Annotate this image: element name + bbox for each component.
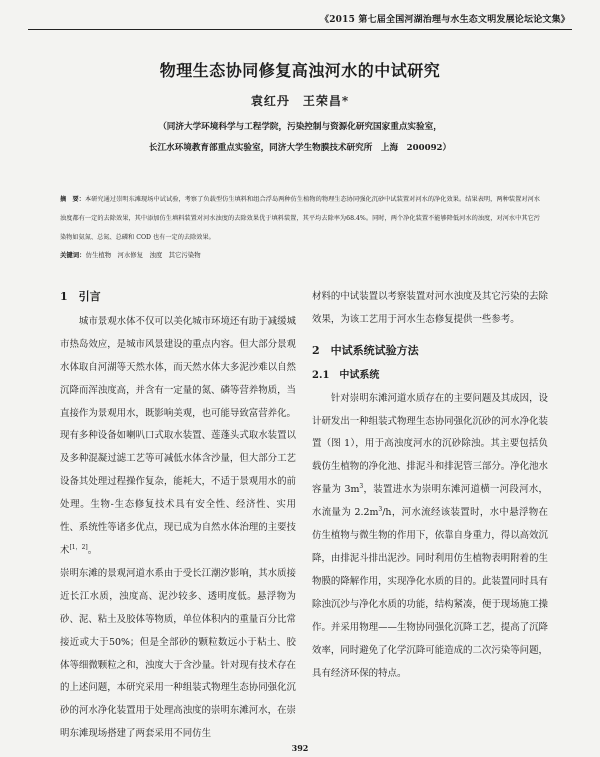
paper-title: 物理生态协同修复高浊河水的中试研究 [159, 61, 441, 80]
intro-paragraph-1-text: 城市景观水体不仅可以美化城市环境还有助于减缓城市热岛效应，是城市风景建设的重点内容。但大部分景观水体取自河湖等天然水体，而天然水体大多泥沙难以自然沉降而浑浊度高，并含有一定量的氮、磷等营养物质，当直接作为景观用水，既影响美观，也可能导致富营养化。现有多种设备如喇叭口式取水装置、莲蓬头式取水装置以及多种混凝过滤工艺等可减低水体含沙量，但大部分工艺设备其处理过程操作复杂，能耗大，不适于景观用水的前处理。生物-生态修复技术具有安全性、经济性、实用性、系统性等诸多优点，现已成为自然水体治理的主要技术 [60, 315, 296, 556]
section-2-1-heading: 2.1 中试系统 [312, 369, 380, 381]
affiliation-line-2: 长江水环境教育部重点实验室，同济大学生物膜技术研究所 上海 200092） [148, 143, 452, 153]
system-paragraph [312, 388, 548, 686]
keywords-text: 仿生植物 河水修复 浊度 其它污染物 [85, 251, 201, 259]
superscript-3: 3 [359, 483, 364, 491]
running-header: 《2015 第七届全国河湖治理与水生态文明发展论坛论文集》 [320, 15, 570, 25]
authors: 袁红丹 王荣昌* [250, 94, 350, 108]
left-column [60, 286, 296, 746]
affiliation-line-1: （同济大学环境科学与工程学院，污染控制与资源化研究国家重点实验室， [158, 122, 442, 132]
intro-paragraph-2: 崇明东滩的景观河道水系由于受长江潮汐影响，其水质接近长江水质，浊度高、泥沙较多、透明度低。悬浮物为砂、泥、粘土及胶体等物质，单位体积内的重量百分比常接近或大于50%；但是全部砂的颗粒数远小于粘土、胶体等细微颗粒之和，浊度大于含沙量。针对现有技术存在的上述问题，本研究采用一种组装式物理生态协同强化沉砂的河水净化装置用于处理高浊度的崇明东滩河水，在崇明东滩现场搭建了两套采用不同仿生 [60, 567, 296, 740]
abstract-text: 本研究通过崇明东滩现场中试试验，考察了负载型仿生填料和组合浮岛两种仿生植物的物理生态协同强化沉砂中试装置对河水的净化效果。结果表明，两种装置对河水浊度都有一定的去除效果，其中添加仿生填料装置对河水浊度的去除效果优于填料装置，其平均去除率为68.4%。同时，两个净化装置不能够降低河水的浊度，对河水中其它污染物如氨氮、总氮、总磷和 COD 也有一定的去除效果。 [60, 196, 540, 241]
abstract [60, 190, 540, 247]
section-1-heading: 1 引言 [60, 290, 101, 303]
intro-paragraph-1: 城市景观水体不仅可以美化城市环境还有助于减缓城市热岛效应，是城市风景建设的重点内容。但大部分景观水体取自河湖等天然水体，而天然水体大多泥沙难以自然沉降而浑浊度高，并含有一定量的氮、磷等营养物质，当直接作为景观用水，既影响美观，也可能导致富营养化。现有多种设备如喇叭口式取水装置、莲蓬头式取水装置以及多种混凝过滤工艺等可减低水体含沙量，但大部分工艺设备其处理过程操作复杂，能耗大，不适于景观用水的前处理。生物-生态修复技术具有安全性、经济性、实用性、系统性等诸多优点，现已成为自然水体治理的主要技术[1，2]。 [60, 315, 296, 556]
right-column [312, 286, 548, 685]
page-number: 392 [291, 743, 309, 753]
citation: [1，2] [69, 543, 88, 551]
intro-continuation: 材料的中试装置以考察装置对河水浊度及其它污染的去除效果，为该工艺用于河水生态修复提供一些参考。 [312, 291, 548, 325]
system-text-3: /h，河水流经该装置时，水中悬浮物在仿生植物与微生物的作用下，依靠自身重力，得以高效沉降，由排泥斗排出泥沙。同时利用仿生植物表明附着的生物膜的降解作用，实现净化水质的目的。此装置同时具有除浊沉沙与净化水质的功能，结构紧凑，便于现场施工操作。并采用物理——生物协同强化沉降工艺，提高了沉降效率，同时避免了化学沉降可能造成的二次污染等问题，具有经济环保的特点。 [312, 507, 548, 679]
section-2-heading: 2 中试系统试验方法 [312, 343, 419, 357]
keywords [60, 250, 201, 259]
superscript-3b: 3 [378, 506, 383, 514]
abstract-label: 摘 要： [60, 196, 85, 203]
system-text-1: 针对崇明东滩河道水质存在的主要问题及其成因，设计研发出一种组装式物理生态协同强化沉砂的河水净化装置（图 1），用于高浊度河水的沉砂除浊。其主要包括负载仿生植物的净化池、排泥斗和排泥管三部分。净化池水容量为 3m [312, 392, 548, 496]
header-rule [28, 29, 572, 30]
system-text-2: ，装置进水为崇明东滩河道横一河段河水，水流量为 2.2m [312, 484, 548, 519]
keywords-label: 关键词： [60, 251, 86, 259]
